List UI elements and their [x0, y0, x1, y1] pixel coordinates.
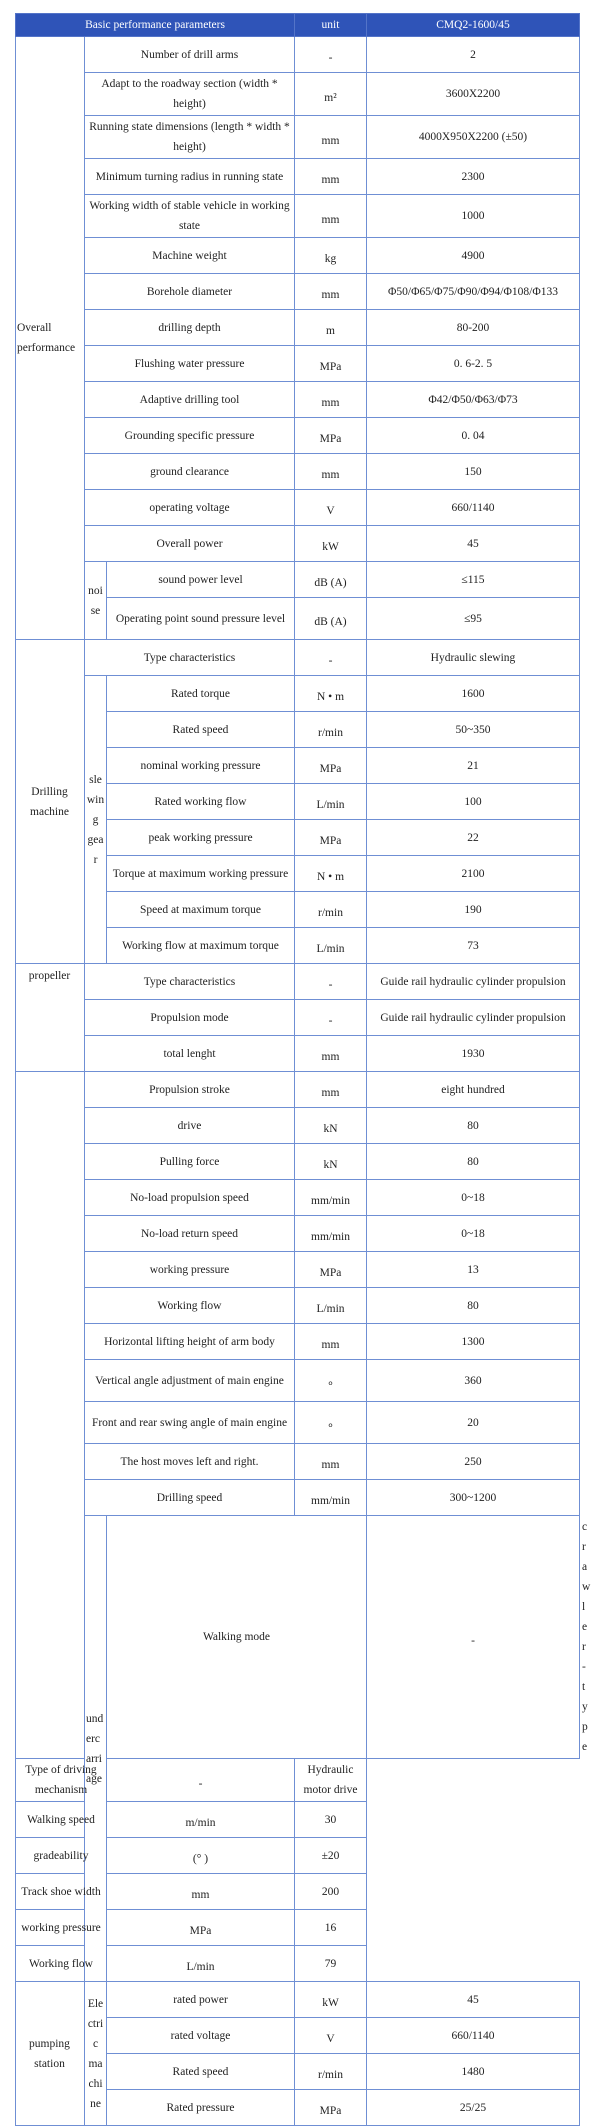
table-row: [16, 1444, 580, 1480]
unit-cell: N • m: [295, 676, 367, 712]
table-row: [16, 1000, 580, 1036]
header-unit: unit: [295, 14, 367, 37]
unit-cell: -: [295, 37, 367, 73]
param-cell: Running state dimensions (length * width * height): [85, 116, 295, 159]
unit-cell: mm: [295, 159, 367, 195]
param-cell: rated voltage: [107, 2018, 295, 2054]
unit-cell: mm: [295, 274, 367, 310]
unit-cell: -: [295, 964, 367, 1000]
param-cell: Type characteristics: [85, 640, 295, 676]
table-row: [16, 1360, 580, 1402]
table-row: [16, 382, 580, 418]
value-cell: 0. 6-2. 5: [367, 346, 580, 382]
value-cell: 80: [367, 1108, 580, 1144]
param-cell: Working flow at maximum torque: [107, 928, 295, 964]
table-row: [16, 274, 580, 310]
param-cell: Walking mode: [107, 1516, 367, 1759]
param-cell: Drilling speed: [85, 1480, 295, 1516]
table-row: [16, 676, 580, 712]
value-cell: 1000: [367, 195, 580, 238]
table-row: [16, 1180, 580, 1216]
table-row: [16, 1288, 580, 1324]
param-cell: drilling depth: [85, 310, 295, 346]
table-row: [16, 1802, 580, 1838]
value-cell: ≤115: [367, 562, 580, 598]
value-cell: 3600X2200: [367, 73, 580, 116]
param-cell: Minimum turning radius in running state: [85, 159, 295, 195]
unit-cell: V: [295, 2018, 367, 2054]
value-cell: 79: [295, 1946, 367, 1982]
value-cell: Hydraulic slewing: [367, 640, 580, 676]
group-propeller: propeller: [16, 964, 85, 1072]
table-row: [16, 195, 580, 238]
table-row: [16, 640, 580, 676]
param-cell: Rated pressure: [107, 2090, 295, 2126]
param-cell: Horizontal lifting height of arm body: [85, 1324, 295, 1360]
header-model: CMQ2-1600/45: [367, 14, 580, 37]
table-row: [16, 238, 580, 274]
param-cell: Front and rear swing angle of main engine: [85, 1402, 295, 1444]
unit-cell: MPa: [295, 1252, 367, 1288]
table-row: [16, 1036, 580, 1072]
table-row: [16, 1252, 580, 1288]
value-cell: 1480: [367, 2054, 580, 2090]
value-cell: 50~350: [367, 712, 580, 748]
unit-cell: kW: [295, 1982, 367, 2018]
unit-cell: dB (A): [295, 562, 367, 598]
unit-cell: kW: [295, 526, 367, 562]
param-cell: Rated speed: [107, 2054, 295, 2090]
value-cell: 45: [367, 526, 580, 562]
value-cell: 200: [295, 1874, 367, 1910]
table-row: [16, 159, 580, 195]
unit-cell: MPa: [295, 346, 367, 382]
unit-cell: mm: [295, 1036, 367, 1072]
value-cell: 25/25: [367, 2090, 580, 2126]
value-cell: 20: [367, 1402, 580, 1444]
param-cell: Propulsion stroke: [85, 1072, 295, 1108]
unit-cell: m/min: [107, 1802, 295, 1838]
unit-cell: MPa: [295, 748, 367, 784]
value-cell: 2100: [367, 856, 580, 892]
value-cell: 80-200: [367, 310, 580, 346]
unit-cell: L/min: [295, 784, 367, 820]
param-cell: total lenght: [85, 1036, 295, 1072]
unit-cell: V: [295, 490, 367, 526]
table-row: [16, 1910, 580, 1946]
table-row: [16, 1324, 580, 1360]
value-cell: 2: [367, 37, 580, 73]
table-row: [16, 454, 580, 490]
value-cell: 21: [367, 748, 580, 784]
value-cell: 660/1140: [367, 490, 580, 526]
value-cell: 4000X950X2200 (±50): [367, 116, 580, 159]
value-cell: 45: [367, 1982, 580, 2018]
table-row: undercarriage Walking mode - crawler-type: [16, 1516, 580, 1759]
unit-cell: mm/min: [295, 1216, 367, 1252]
value-cell: 16: [295, 1910, 367, 1946]
group-slewing: slewing gear: [85, 676, 107, 964]
param-cell: working pressure: [85, 1252, 295, 1288]
param-cell: Adaptive drilling tool: [85, 382, 295, 418]
unit-cell: mm/min: [295, 1480, 367, 1516]
param-cell: peak working pressure: [107, 820, 295, 856]
value-cell: Φ42/Φ50/Φ63/Φ73: [367, 382, 580, 418]
value-cell: 300~1200: [367, 1480, 580, 1516]
param-cell: Adapt to the roadway section (width * height): [85, 73, 295, 116]
table-row: [16, 1216, 580, 1252]
param-cell: Overall power: [85, 526, 295, 562]
value-cell: 150: [367, 454, 580, 490]
unit-cell: mm: [295, 116, 367, 159]
table-row: [16, 1874, 580, 1910]
unit-cell: -: [107, 1759, 295, 1802]
param-cell: Walking speed: [16, 1802, 107, 1838]
param-cell: Borehole diameter: [85, 274, 295, 310]
unit-cell: mm: [295, 1324, 367, 1360]
param-cell: The host moves left and right.: [85, 1444, 295, 1480]
value-cell: 13: [367, 1252, 580, 1288]
unit-cell: mm/min: [295, 1180, 367, 1216]
value-cell: 660/1140: [367, 2018, 580, 2054]
unit-cell: mm: [295, 195, 367, 238]
value-cell: 0. 04: [367, 418, 580, 454]
unit-cell: MPa: [295, 820, 367, 856]
param-cell: Vertical angle adjustment of main engine: [85, 1360, 295, 1402]
unit-cell: mm: [295, 382, 367, 418]
value-cell: 80: [367, 1144, 580, 1180]
unit-cell: kN: [295, 1108, 367, 1144]
value-cell: 0~18: [367, 1180, 580, 1216]
group-pumping: pumping station: [16, 1982, 85, 2126]
param-cell: ground clearance: [85, 454, 295, 490]
unit-cell: MPa: [107, 1910, 295, 1946]
param-cell: rated power: [107, 1982, 295, 2018]
unit-cell: ∘: [295, 1360, 367, 1402]
unit-cell: kN: [295, 1144, 367, 1180]
unit-cell: MPa: [295, 418, 367, 454]
value-cell: 22: [367, 820, 580, 856]
table-row: [16, 1072, 580, 1108]
header-param: Basic performance parameters: [16, 14, 295, 37]
table-row: [16, 73, 580, 116]
table-row: [16, 964, 580, 1000]
unit-cell: mm: [107, 1874, 295, 1910]
value-cell: 250: [367, 1444, 580, 1480]
value-cell: Φ50/Φ65/Φ75/Φ90/Φ94/Φ108/Φ133: [367, 274, 580, 310]
table-row: [16, 1982, 580, 2018]
unit-cell: ∘: [295, 1402, 367, 1444]
value-cell: 73: [367, 928, 580, 964]
unit-cell: m²: [295, 73, 367, 116]
param-cell: Torque at maximum working pressure: [107, 856, 295, 892]
unit-cell: L/min: [295, 1288, 367, 1324]
spec-table: [15, 13, 591, 2126]
value-cell: 100: [367, 784, 580, 820]
unit-cell: mm: [295, 454, 367, 490]
table-row: [16, 346, 580, 382]
group-electric: Electric machine: [85, 1982, 107, 2126]
value-cell: Hydraulic motor drive: [295, 1759, 367, 1802]
group-unlabeled: [16, 1072, 85, 1759]
value-cell: eight hundred: [367, 1072, 580, 1108]
table-row: [16, 1144, 580, 1180]
table-row: [16, 526, 580, 562]
table-row: [16, 37, 580, 73]
value-cell: 2300: [367, 159, 580, 195]
unit-cell: dB (A): [295, 598, 367, 640]
param-cell: Flushing water pressure: [85, 346, 295, 382]
table-row: [16, 1480, 580, 1516]
param-cell: operating voltage: [85, 490, 295, 526]
param-cell: Rated speed: [107, 712, 295, 748]
param-cell: Working flow: [85, 1288, 295, 1324]
unit-cell: m: [295, 310, 367, 346]
value-cell: 80: [367, 1288, 580, 1324]
unit-cell: -: [367, 1516, 580, 1759]
unit-cell: r/min: [295, 2054, 367, 2090]
value-cell: 1300: [367, 1324, 580, 1360]
value-cell: 0~18: [367, 1216, 580, 1252]
value-cell: ≤95: [367, 598, 580, 640]
unit-cell: MPa: [295, 2090, 367, 2126]
unit-cell: mm: [295, 1444, 367, 1480]
table-row: [16, 116, 580, 159]
unit-cell: -: [295, 640, 367, 676]
group-drilling: Drilling machine: [16, 640, 85, 964]
value-cell: Guide rail hydraulic cylinder propulsion: [367, 964, 580, 1000]
param-cell: Operating point sound pressure level: [107, 598, 295, 640]
param-cell: drive: [85, 1108, 295, 1144]
unit-cell: r/min: [295, 712, 367, 748]
table-row: [16, 1108, 580, 1144]
value-cell: Guide rail hydraulic cylinder propulsion: [367, 1000, 580, 1036]
table-row: [16, 1838, 580, 1874]
param-cell: gradeability: [16, 1838, 107, 1874]
param-cell: No-load propulsion speed: [85, 1180, 295, 1216]
table-row: [16, 562, 580, 598]
table-row: [16, 490, 580, 526]
unit-cell: L/min: [107, 1946, 295, 1982]
param-cell: Rated working flow: [107, 784, 295, 820]
param-cell: Working flow: [16, 1946, 107, 1982]
param-cell: Machine weight: [85, 238, 295, 274]
param-cell: Working width of stable vehicle in working state: [85, 195, 295, 238]
unit-cell: -: [295, 1000, 367, 1036]
table-row: [16, 1402, 580, 1444]
param-cell: Number of drill arms: [85, 37, 295, 73]
value-cell: 1930: [367, 1036, 580, 1072]
table-row: [16, 1946, 580, 1982]
value-cell: 1600: [367, 676, 580, 712]
unit-cell: L/min: [295, 928, 367, 964]
value-cell: 360: [367, 1360, 580, 1402]
group-overall: Overall performance: [16, 37, 85, 640]
header-row: [16, 14, 580, 37]
unit-cell: r/min: [295, 892, 367, 928]
param-cell: Type characteristics: [85, 964, 295, 1000]
param-cell: nominal working pressure: [107, 748, 295, 784]
group-undercarriage: undercarriage: [85, 1516, 107, 1982]
unit-cell: (° ): [107, 1838, 295, 1874]
group-noise: noise: [85, 562, 107, 640]
unit-cell: mm: [295, 1072, 367, 1108]
value-cell: 30: [295, 1802, 367, 1838]
param-cell: Pulling force: [85, 1144, 295, 1180]
unit-cell: N • m: [295, 856, 367, 892]
value-cell: 190: [367, 892, 580, 928]
param-cell: Track shoe width: [16, 1874, 107, 1910]
param-cell: Rated torque: [107, 676, 295, 712]
table-row: [16, 310, 580, 346]
value-cell: 4900: [367, 238, 580, 274]
table-row: [16, 418, 580, 454]
param-cell: working pressure: [16, 1910, 107, 1946]
value-cell: ±20: [295, 1838, 367, 1874]
param-cell: Propulsion mode: [85, 1000, 295, 1036]
param-cell: No-load return speed: [85, 1216, 295, 1252]
param-cell: Type of driving mechanism: [16, 1759, 107, 1802]
param-cell: sound power level: [107, 562, 295, 598]
unit-cell: kg: [295, 238, 367, 274]
param-cell: Grounding specific pressure: [85, 418, 295, 454]
param-cell: Speed at maximum torque: [107, 892, 295, 928]
